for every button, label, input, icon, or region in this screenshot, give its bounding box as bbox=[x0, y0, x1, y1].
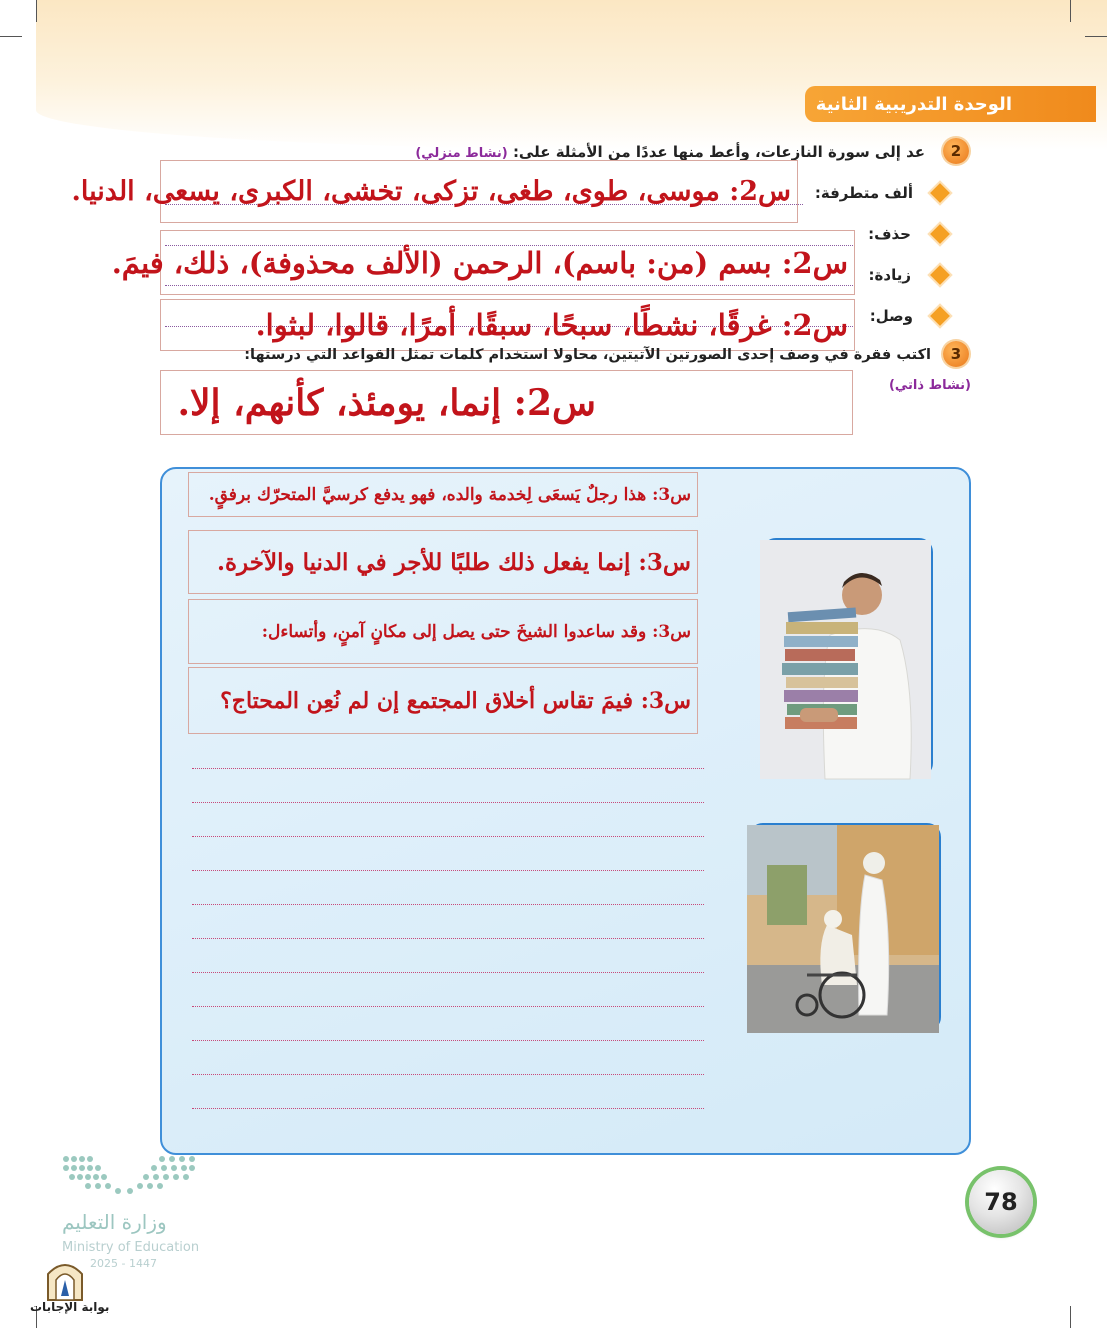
header-background bbox=[36, 0, 1107, 150]
ministry-logo-icon bbox=[62, 1155, 196, 1209]
writing-line bbox=[192, 904, 704, 905]
answer-box: س2: موسى، طوى، طغى، تزكى، تخشى، الكبرى، يسعى، الدنيا. bbox=[160, 160, 798, 223]
answer-box: س2: إنما، يومئذ، كأنهم، إلا. bbox=[160, 370, 853, 435]
item-label: وصل: bbox=[869, 307, 913, 325]
answer-line: س3: إنما يفعل ذلك طلبًا للأجر في الدنيا والآخرة. bbox=[188, 530, 698, 594]
activity-note: (نشاط ذاتي) bbox=[888, 378, 971, 393]
question-instruction: اكتب فقرة في وصف إحدى الصورتين الآتيتين، محاولا استخدام كلمات تمثل القواعد التي درستها: bbox=[244, 347, 931, 363]
bullet-diamond-icon bbox=[930, 183, 950, 203]
writing-line bbox=[192, 1108, 704, 1109]
unit-title-banner: الوحدة التدريبية الثانية bbox=[805, 86, 1096, 122]
writing-line bbox=[192, 870, 704, 871]
ministry-name-arabic: وزارة التعليم bbox=[62, 1210, 167, 1234]
question-number: 2 bbox=[943, 138, 969, 164]
bullet-diamond-icon bbox=[930, 306, 950, 326]
crop-mark bbox=[1085, 36, 1107, 37]
page-number: 78 bbox=[969, 1170, 1033, 1234]
item-label: ألف متطرفة: bbox=[814, 184, 913, 202]
watermark-text: بوابة الإجابات bbox=[30, 1300, 110, 1314]
answer-line: س3: فيمَ تقاس أخلاق المجتمع إن لم نُعِن المحتاج؟ bbox=[188, 667, 698, 734]
answer-line: س3: هذا رجلٌ يَسعَى لِخدمة والده، فهو يدفع كرسيَّ المتحرّك برفقٍ. bbox=[188, 472, 698, 517]
writing-line bbox=[192, 802, 704, 803]
bullet-diamond-icon bbox=[930, 224, 950, 244]
gate-logo-icon bbox=[44, 1256, 86, 1304]
writing-line bbox=[192, 938, 704, 939]
item-label: زيادة: bbox=[868, 266, 911, 284]
writing-line bbox=[192, 768, 704, 769]
crop-mark bbox=[0, 36, 22, 37]
bullet-diamond-icon bbox=[930, 265, 950, 285]
question-instruction bbox=[415, 143, 925, 161]
writing-line bbox=[192, 972, 704, 973]
crop-mark bbox=[1070, 0, 1071, 22]
writing-line bbox=[192, 836, 704, 837]
writing-line bbox=[192, 1040, 704, 1041]
answer-box: س2: بسم (من: باسم)، الرحمن (الألف محذوفة)، ذلك، فيمَ. bbox=[160, 230, 855, 295]
item-label: حذف: bbox=[868, 225, 911, 243]
photo-man-pushing-wheelchair bbox=[749, 823, 941, 1031]
question-number: 3 bbox=[943, 341, 969, 367]
answer-line: س3: وقد ساعدوا الشيخَ حتى يصل إلى مكانٍ آمنٍ، وأتساءل: bbox=[188, 599, 698, 664]
crop-mark bbox=[36, 0, 37, 22]
photo-boy-carrying-books bbox=[762, 538, 933, 777]
writing-line bbox=[192, 1074, 704, 1075]
ministry-name-english: Ministry of Education bbox=[62, 1240, 200, 1255]
answer-box: س2: غرقًا، نشطًا، سبحًا، سبقًا، أمرًا، قالوا، لبثوا. bbox=[160, 299, 855, 351]
activity-note: (نشاط منزلي) bbox=[415, 146, 508, 161]
writing-line bbox=[192, 1006, 704, 1007]
instruction-text: عد إلى سورة النازعات، وأعط منها عددًا من الأمثلة على: bbox=[512, 143, 925, 161]
edition-year: 2025 - 1447 bbox=[90, 1257, 157, 1270]
crop-mark bbox=[1070, 1306, 1071, 1328]
